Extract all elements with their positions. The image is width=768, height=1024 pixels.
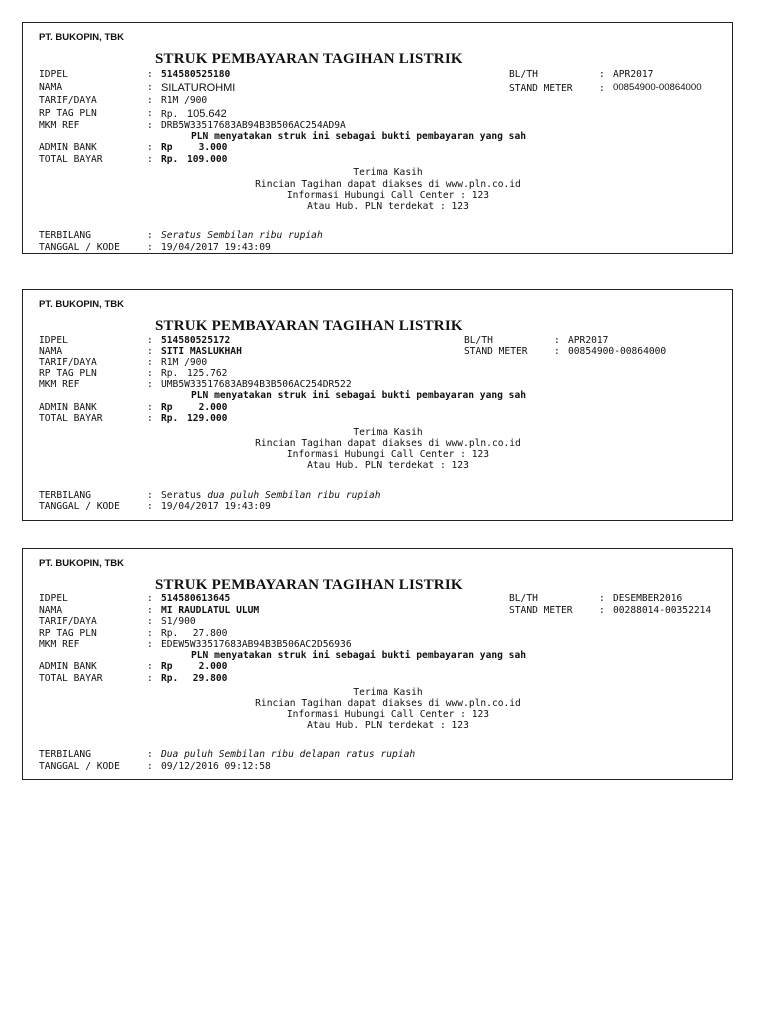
rptag-label: RP TAG PLN [39, 108, 97, 119]
idpel-value: 514580525172 [161, 335, 231, 346]
idpel-label: IDPEL [39, 593, 68, 604]
colon: : [147, 749, 153, 760]
tanggal-label: TANGGAL / KODE [39, 242, 120, 253]
total-label: TOTAL BAYAR [39, 673, 103, 684]
colon: : [599, 83, 605, 94]
blth-value: DESEMBER2016 [613, 593, 683, 604]
colon: : [147, 639, 153, 650]
info-line-1: Rincian Tagihan dapat diakses di www.pln.co.id [255, 179, 521, 190]
colon: : [147, 357, 153, 368]
mkm-label: MKM REF [39, 120, 80, 131]
info-line-2: Informasi Hubungi Call Center : 123 [286, 709, 490, 720]
nama-value: MI RAUDLATUL ULUM [161, 605, 260, 616]
tanggal-value: 09/12/2016 09:12:58 [161, 761, 271, 772]
thanks-text: Terima Kasih [353, 687, 423, 698]
colon: : [599, 593, 605, 604]
mkm-label: MKM REF [39, 379, 80, 390]
notice-text: PLN menyatakan struk ini sebagai bukti pembayaran yang sah [191, 650, 527, 661]
terbilang-value: Seratus Sembilan ribu rupiah [161, 230, 323, 241]
info-line-1: Rincian Tagihan dapat diakses di www.pln.co.id [255, 698, 521, 709]
receipt-1 [22, 22, 733, 254]
mkm-value: UMB5W33517683AB94B3B506AC254DR522 [161, 379, 352, 390]
total-value: 109.000 [187, 154, 228, 165]
blth-label: BL/TH [509, 593, 538, 604]
colon: : [147, 142, 153, 153]
colon: : [147, 230, 153, 241]
tarif-value: R1M /900 [161, 95, 208, 106]
admin-label: ADMIN BANK [39, 142, 97, 153]
stand-label: STAND METER [509, 605, 573, 616]
colon: : [147, 346, 153, 357]
admin-value: 2.000 [198, 661, 228, 672]
rptag-label: RP TAG PLN [39, 368, 97, 379]
nama-label: NAMA [39, 82, 63, 93]
colon: : [147, 95, 153, 106]
admin-value: 2.000 [198, 402, 228, 413]
stand-value: 00854900-00864000 [568, 346, 667, 357]
tanggal-value: 19/04/2017 19:43:09 [161, 242, 271, 253]
receipt-title: STRUK PEMBAYARAN TAGIHAN LISTRIK [155, 318, 463, 334]
total-value: 129.000 [187, 413, 228, 424]
admin-label: ADMIN BANK [39, 661, 97, 672]
info-line-1: Rincian Tagihan dapat diakses di www.pln.co.id [255, 438, 521, 449]
colon: : [147, 616, 153, 627]
receipt-3 [22, 548, 733, 780]
colon: : [147, 108, 153, 119]
stand-value: 00288014-00352214 [613, 605, 712, 616]
colon: : [147, 120, 153, 131]
colon: : [147, 402, 153, 413]
rptag-value: 27.800 [192, 628, 228, 639]
idpel-value: 514580525180 [161, 69, 231, 80]
admin-label: ADMIN BANK [39, 402, 97, 413]
tarif-value: R1M /900 [161, 357, 208, 368]
info-line-3: Atau Hub. PLN terdekat : 123 [307, 201, 469, 212]
terbilang-label: TERBILANG [39, 749, 91, 760]
currency: Rp. [161, 368, 179, 379]
blth-label: BL/TH [464, 335, 493, 346]
terbilang-value-part1: Seratus [161, 490, 202, 501]
colon: : [147, 154, 153, 165]
nama-value: SITI MASLUKHAH [161, 346, 242, 357]
terbilang-label: TERBILANG [39, 490, 91, 501]
tanggal-label: TANGGAL / KODE [39, 501, 120, 512]
tarif-label: TARIF/DAYA [39, 616, 97, 627]
rptag-value: 125.762 [187, 368, 228, 379]
thanks-text: Terima Kasih [353, 167, 423, 178]
terbilang-value: Dua puluh Sembilan ribu delapan ratus rupiah [161, 749, 416, 760]
currency: Rp [161, 661, 173, 672]
blth-label: BL/TH [509, 69, 538, 80]
colon: : [147, 413, 153, 424]
currency: Rp. [161, 628, 179, 639]
tanggal-label: TANGGAL / KODE [39, 761, 120, 772]
blth-value: APR2017 [613, 69, 654, 80]
stand-value: 00854900-00864000 [613, 82, 702, 93]
colon: : [147, 673, 153, 684]
tarif-value: S1/900 [161, 616, 196, 627]
receipt-title: STRUK PEMBAYARAN TAGIHAN LISTRIK [155, 577, 463, 593]
nama-value: SILATUROHMI [161, 82, 236, 94]
colon: : [147, 501, 153, 512]
blth-value: APR2017 [568, 335, 609, 346]
colon: : [554, 335, 560, 346]
terbilang-value-part2: dua puluh Sembilan ribu rupiah [207, 490, 381, 501]
colon: : [599, 69, 605, 80]
nama-label: NAMA [39, 346, 63, 357]
admin-value: 3.000 [198, 142, 228, 153]
colon: : [147, 628, 153, 639]
colon: : [147, 379, 153, 390]
tarif-label: TARIF/DAYA [39, 95, 97, 106]
colon: : [147, 605, 153, 616]
tanggal-value: 19/04/2017 19:43:09 [161, 501, 271, 512]
terbilang-label: TERBILANG [39, 230, 91, 241]
colon: : [147, 761, 153, 772]
company-name: PT. BUKOPIN, TBK [39, 558, 124, 569]
receipt-title: STRUK PEMBAYARAN TAGIHAN LISTRIK [155, 51, 463, 67]
colon: : [147, 661, 153, 672]
colon: : [147, 368, 153, 379]
currency: Rp. [161, 413, 179, 424]
tarif-label: TARIF/DAYA [39, 357, 97, 368]
mkm-value: EDEW5W33517683AB94B3B506AC2D56936 [161, 639, 352, 650]
receipt-2 [22, 289, 733, 521]
colon: : [147, 69, 153, 80]
notice-text: PLN menyatakan struk ini sebagai bukti pembayaran yang sah [191, 390, 527, 401]
colon: : [554, 346, 560, 357]
total-value: 29.800 [192, 673, 228, 684]
colon: : [147, 593, 153, 604]
total-label: TOTAL BAYAR [39, 154, 103, 165]
stand-label: STAND METER [464, 346, 528, 357]
total-label: TOTAL BAYAR [39, 413, 103, 424]
mkm-label: MKM REF [39, 639, 80, 650]
info-line-2: Informasi Hubungi Call Center : 123 [286, 190, 490, 201]
rptag-value: 105.642 [187, 108, 227, 120]
colon: : [599, 605, 605, 616]
info-line-3: Atau Hub. PLN terdekat : 123 [307, 460, 469, 471]
currency: Rp. [161, 109, 179, 120]
idpel-label: IDPEL [39, 335, 68, 346]
currency: Rp. [161, 154, 179, 165]
currency: Rp [161, 402, 173, 413]
company-name: PT. BUKOPIN, TBK [39, 299, 124, 310]
colon: : [147, 335, 153, 346]
idpel-label: IDPEL [39, 69, 68, 80]
thanks-text: Terima Kasih [353, 427, 423, 438]
colon: : [147, 242, 153, 253]
info-line-2: Informasi Hubungi Call Center : 123 [286, 449, 490, 460]
idpel-value: 514580613645 [161, 593, 231, 604]
mkm-value: DRB5W33517683AB94B3B506AC254AD9A [161, 120, 346, 131]
info-line-3: Atau Hub. PLN terdekat : 123 [307, 720, 469, 731]
currency: Rp. [161, 673, 179, 684]
company-name: PT. BUKOPIN, TBK [39, 32, 124, 43]
currency: Rp [161, 142, 173, 153]
colon: : [147, 82, 153, 93]
nama-label: NAMA [39, 605, 63, 616]
rptag-label: RP TAG PLN [39, 628, 97, 639]
stand-label: STAND METER [509, 83, 573, 94]
colon: : [147, 490, 153, 501]
notice-text: PLN menyatakan struk ini sebagai bukti pembayaran yang sah [191, 131, 527, 142]
